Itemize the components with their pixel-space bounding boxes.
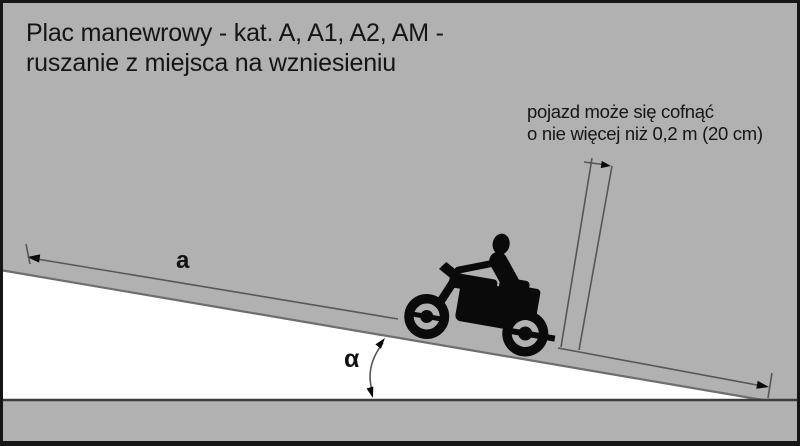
rollback-annotation-line-1: pojazd może się cofnąć <box>527 101 714 122</box>
title-line-2: ruszanie z miejsca na wzniesieniu <box>26 49 396 77</box>
rider-head <box>491 232 511 256</box>
motorcycle-silhouette <box>401 220 571 362</box>
rider-torso <box>495 261 514 283</box>
rollback-annotation <box>527 101 763 144</box>
rollback-annotation-line-2: o nie więcej niż 0,2 m (20 cm) <box>527 122 763 144</box>
rollback-marker <box>561 158 612 350</box>
slope-base-tick <box>768 373 772 398</box>
rider-arm <box>458 257 494 276</box>
rollback-arrowhead <box>601 161 611 168</box>
title <box>26 18 444 78</box>
rollback-marker-right-line <box>579 166 612 350</box>
slope-length-label: a <box>176 247 190 274</box>
slope-base-arrowhead <box>756 381 769 389</box>
rollback-arrow-line <box>584 162 603 165</box>
rollback-marker-left-line <box>561 158 592 347</box>
title-line-1: Plac manewrowy - kat. A, A1, A2, AM - <box>26 19 444 47</box>
dimension-a-tick <box>26 244 30 264</box>
slope-angle-label: α <box>344 345 360 373</box>
